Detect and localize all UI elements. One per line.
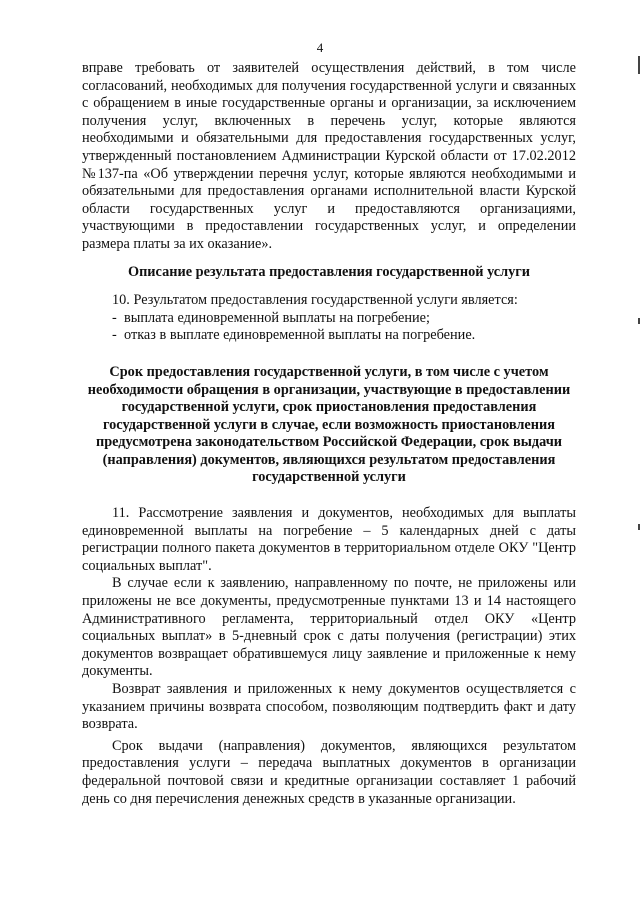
list-dash: -: [112, 309, 117, 326]
section-heading-result: Описание результата предоставления государственной услуги: [127, 263, 531, 280]
page-number: 4: [316, 40, 324, 55]
list-item-text: выплата единовременной выплаты на погребение;: [124, 309, 430, 326]
list-item-text: отказ в выплате единовременной выплаты на погребение.: [124, 327, 476, 344]
paragraph-return-method: Возврат заявления и приложенных к нему документов осуществляется с указанием причины возврата способом, позволяющим подтвердить факт и дату возврата.: [82, 681, 576, 733]
paragraph-continuation: вправе требовать от заявителей осуществления действий, в том числе согласований, необходимых для получения государственной услуги и связанных с обращением в иные государственные органы и организации, за исключением получения услуг, включенных в перечень услуг, которые являются необходимыми и обязательными для предоставления государственных услуг, утвержденный постановлением Администрации Курской области от 17.02.2012 №137-па «Об утверждении перечня услуг, которые являются необходимыми и обязательными для предоставления органами исполнительной власти Курской области государственных услуг и предоставляются организациями, участвующими в предоставлении государственных услуг, и определении размера платы за их оказание».: [82, 60, 576, 252]
list-item: [82, 310, 576, 328]
section-heading-term: Срок предоставления государственной услуги, в том числе с учетом необходимости обращения в организации, участвующие в предоставлении государственной услуги, срок приостановления предоставления государственной услуги в случае, если возможность приостановления предусмотрена законодательством Российской Федерации, срок выдачи (направления) документов, являющихся результатом предоставления государственной услуги: [87, 363, 571, 486]
paragraph-10: 10. Результатом предоставления государственной услуги является:: [112, 292, 518, 309]
document-body: [82, 60, 576, 808]
paragraph-issue-term: Срок выдачи (направления) документов, являющихся результатом предоставления услуги – передача выплатных документов в организации федеральной почтовой связи и кредитные организации составляет 1 рабочий день со дня перечисления денежных средств в указанные организации.: [82, 737, 576, 807]
list-dash: -: [112, 327, 117, 344]
list-item: [82, 327, 576, 345]
paragraph-return-conditions: В случае если к заявлению, направленному по почте, не приложены или приложены не все документы, предусмотренные пунктами 13 и 14 настоящего Административного регламента, территориальный отдел ОКУ «Центр социальных выплат» в 5-дневный срок с даты получения (регистрации) этих документов возвращает обратившемуся лицу заявление и приложенные к нему документы.: [82, 575, 576, 680]
paragraph-11: 11. Рассмотрение заявления и документов, необходимых для выплаты единовременной выплаты на погребение – 5 календарных дней с даты регистрации полного пакета документов в территориальном отделе ОКУ "Центр социальных выплат".: [82, 505, 576, 574]
